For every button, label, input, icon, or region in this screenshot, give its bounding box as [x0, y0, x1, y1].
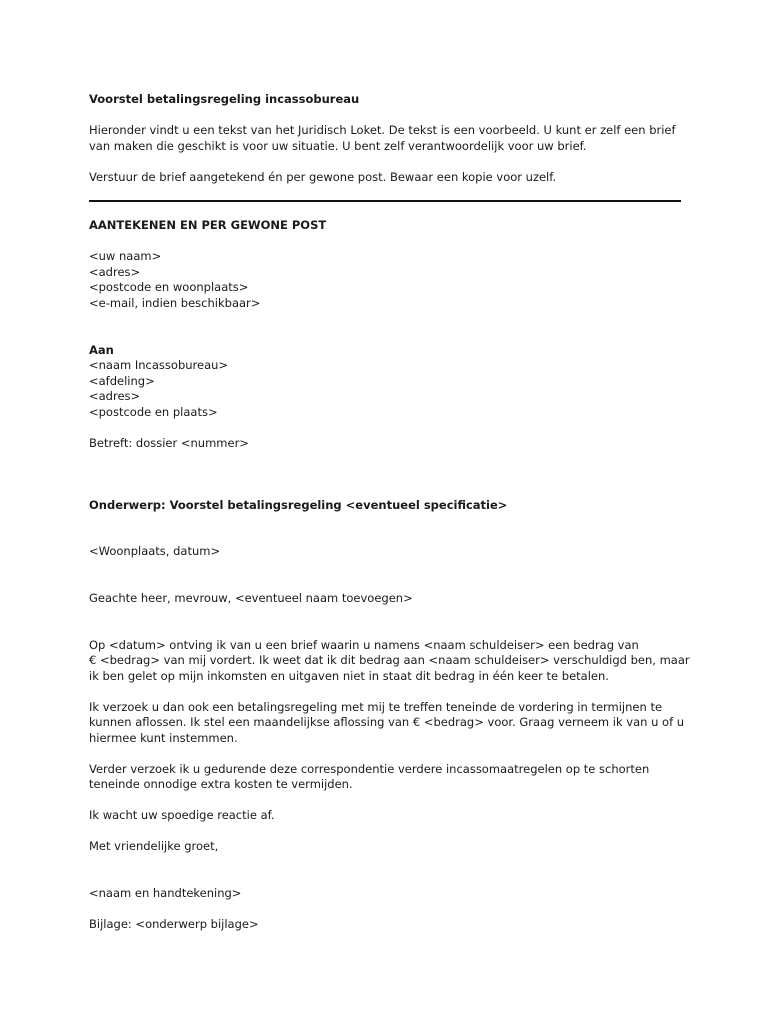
recipient-label: Aan: [89, 342, 114, 357]
sender-postcode-city: <postcode en woonplaats>: [89, 280, 249, 294]
body-paragraph-2-line-1: Ik verzoek u dan ook een betalingsregeling met mij te treffen teneinde de vordering in termijnen te: [89, 699, 663, 714]
place-date: <Woonplaats, datum>: [89, 544, 221, 558]
body-paragraph-3-line-1: Verder verzoek ik u gedurende deze correspondentie verdere incassomaatregelen op te schorten: [89, 761, 650, 776]
salutation: Geachte heer, mevrouw, <eventueel naam toevoegen>: [89, 591, 413, 605]
sender-name: <uw naam>: [89, 249, 162, 263]
intro-instruction: Verstuur de brief aangetekend én per gewone post. Bewaar een kopie voor uzelf.: [89, 169, 557, 184]
recipient-address: <adres>: [89, 389, 141, 403]
body-paragraph-2-line-3: hiermee kunt instemmen.: [89, 730, 238, 745]
body-paragraph-1-line-3: ik ben gelet op mijn inkomsten en uitgaven niet in staat dit bedrag in één keer te betalen.: [89, 668, 609, 683]
body-paragraph-1-line-2: € <bedrag> van mij vordert. Ik weet dat ik dit bedrag aan <naam schuldeiser> verschuldigd ben, maar: [89, 653, 690, 667]
body-paragraph-3-line-2: teneinde onnodige extra kosten te vermijden.: [89, 777, 353, 791]
mailing-instruction-heading: AANTEKENEN EN PER GEWONE POST: [89, 218, 327, 232]
intro-paragraph-line-1: Hieronder vindt u een tekst van het Juridisch Loket. De tekst is een voorbeeld. U kunt er zelf een brief: [89, 123, 676, 137]
closing: Met vriendelijke groet,: [89, 839, 219, 853]
recipient-postcode-city: <postcode en plaats>: [89, 404, 218, 419]
sender-email: <e-mail, indien beschikbaar>: [89, 295, 261, 310]
signature-placeholder: <naam en handtekening>: [89, 885, 242, 900]
sender-address: <adres>: [89, 264, 141, 279]
document-title: Voorstel betalingsregeling incassobureau: [89, 92, 360, 106]
recipient-name: <naam Incassobureau>: [89, 358, 229, 372]
subject-line: Onderwerp: Voorstel betalingsregeling <eventueel specificatie>: [89, 497, 508, 512]
body-paragraph-4: Ik wacht uw spoedige reactie af.: [89, 808, 275, 822]
recipient-department: <afdeling>: [89, 373, 155, 388]
body-paragraph-2-line-2: kunnen aflossen. Ik stel een maandelijkse aflossing van € <bedrag> voor. Graag verneem ik van u of u: [89, 715, 685, 729]
intro-paragraph-line-2: van maken die geschikt is voor uw situatie. U bent zelf verantwoordelijk voor uw brief.: [89, 138, 587, 153]
horizontal-divider: [89, 200, 681, 202]
reference-line: Betreft: dossier <nummer>: [89, 435, 249, 450]
body-paragraph-1-line-1: Op <datum> ontving ik van u een brief waarin u namens <naam schuldeiser> een bedrag van: [89, 637, 639, 652]
attachment-line: Bijlage: <onderwerp bijlage>: [89, 916, 259, 931]
